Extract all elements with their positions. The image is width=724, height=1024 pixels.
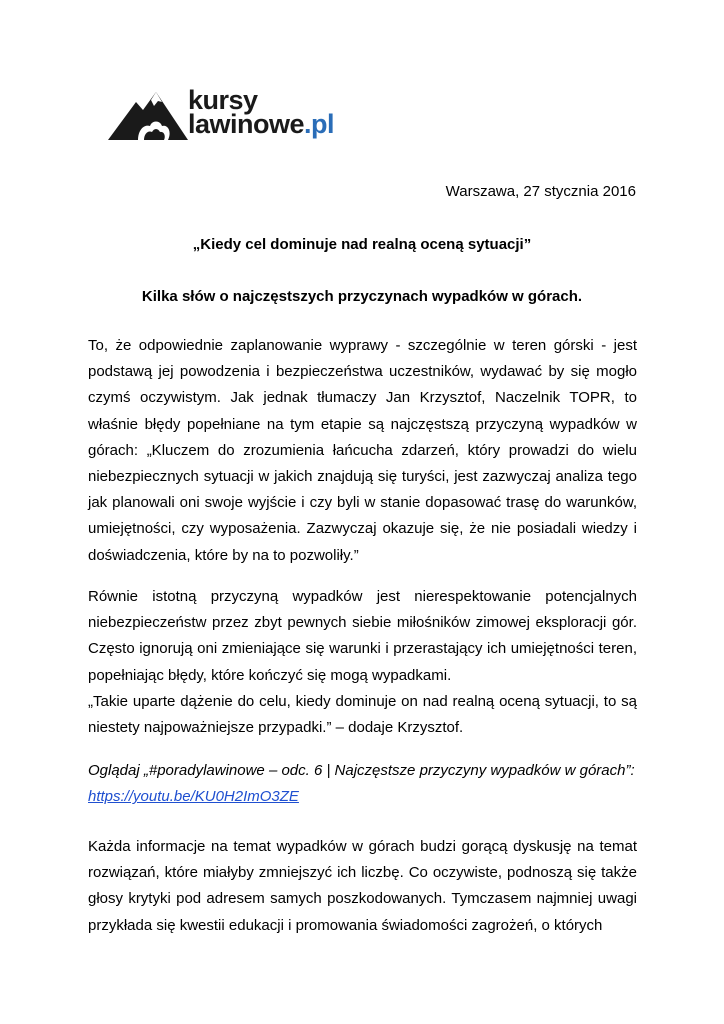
document-subtitle: Kilka słów o najczęstszych przyczynach wypadków w górach. (141, 288, 583, 305)
logo-line2-main: lawinowe (188, 109, 305, 139)
logo-wordmark (188, 85, 335, 139)
paragraph-1: To, że odpowiednie zaplanowanie wyprawy - szczególnie w teren górski - jest podstawą jej powodzenia i bezpieczeństwa uczestników, wydawać by się mogło czymś oczywistym. Jak jednak tłumaczy Jan Krzysztof, Naczelnik TOPR, to właśnie błędy popełniane na tym etapie są najczęstszą przyczyną wypadków w górach: „Kluczem do zrozumienia łańcucha zdarzeń, który prowadzi do wielu niebezpiecznych sytuacji w jakich znajdują się turyści, jest zazwyczaj analiza tego jak planowali oni swoje wyjście i czy byli w stanie dopasować trasę do warunków, umiejętności, czy wyposażenia. Zazwyczaj okazuje się, że nie posiadali wiedzy i doświadczenia, które by na to pozwoliły.” (88, 337, 637, 564)
logo-tld: .pl (304, 109, 335, 139)
logo (108, 85, 368, 144)
video-link[interactable]: https://youtu.be/KU0H2ImO3ZE (88, 788, 299, 806)
logo-line2 (188, 109, 335, 139)
paragraph-2 (88, 584, 637, 741)
paragraph-2b-quote: „Takie uparte dążenie do celu, kiedy dominuje on nad realną oceną sytuacji, to są niestety najpoważniejsze przypadki.” – dodaje Krzysztof. (88, 692, 637, 737)
document-date: Warszawa, 27 stycznia 2016 (445, 183, 636, 200)
logo-line1: kursy (188, 85, 258, 115)
video-note (88, 758, 637, 810)
mountain-logo-icon (108, 90, 188, 142)
document-title: „Kiedy cel dominuje nad realną oceną sytuacji” (192, 236, 532, 253)
paragraph-2a: Równie istotną przyczyną wypadków jest nierespektowanie potencjalnych niebezpieczeństw przez zbyt pewnych siebie miłośników zimowej eksploracji gór. Często ignorują oni zmieniające się warunki i przerastający ich umiejętności teren, popełniając błędy, które kończyć się mogą wypadkami. (88, 588, 637, 684)
video-note-text: Oglądaj „#poradylawinowe – odc. 6 | Najczęstsze przyczyny wypadków w górach”: (88, 762, 635, 779)
paragraph-3: Każda informacje na temat wypadków w górach budzi gorącą dyskusję na temat rozwiązań, które miałyby zmniejszyć ich liczbę. Co oczywiste, podnoszą się także głosy krytyki pod adresem samych poszkodowanych. Tymczasem najmniej uwagi przykłada się kwestii edukacji i promowania świadomości zagrożeń, o których (88, 838, 637, 934)
